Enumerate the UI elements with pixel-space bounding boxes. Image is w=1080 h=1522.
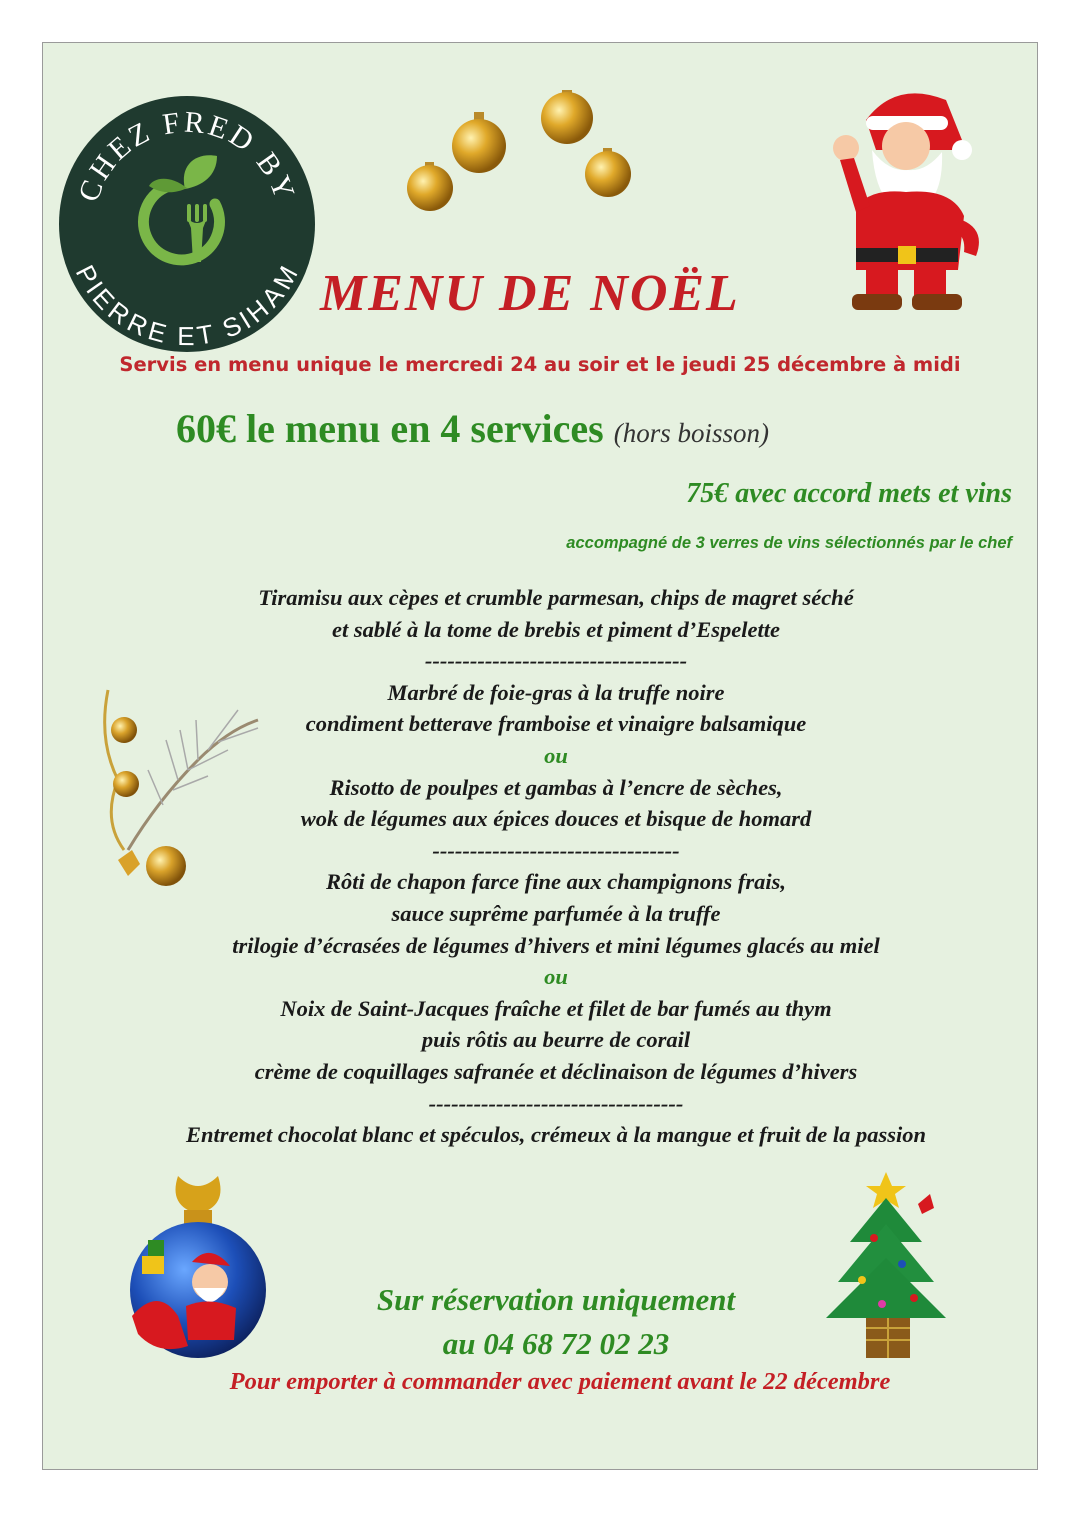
price-main xyxy=(176,405,769,452)
menu-dish-line: crème de coquillages safranée et déclinaison de légumes d’hivers xyxy=(254,1058,858,1084)
menu-dish-line: Risotto de poulpes et gambas à l’encre de sèches, xyxy=(329,774,783,800)
gold-baubles-icon xyxy=(400,82,640,222)
menu-dish-line: Marbré de foie-gras à la truffe noire xyxy=(387,679,725,705)
menu-dish-line: Tiramisu aux cèpes et crumble parmesan, chips de magret séché xyxy=(258,585,854,610)
price-wine-pairing: 75€ avec accord mets et vins xyxy=(686,478,1012,509)
logo-bottom-text: PIERRE ET SIHAM xyxy=(69,260,305,352)
menu-dish-line: Entremet chocolat blanc et spéculos, crémeux à la mangue et fruit de la passion xyxy=(186,1122,926,1148)
menu-dish-line: trilogie d’écrasées de légumes d’hivers et mini légumes glacés au miel xyxy=(232,932,880,958)
menu-dish-line: condiment betterave framboise et vinaigre balsamique xyxy=(305,711,807,737)
reservation-phone: au 04 68 72 02 23 xyxy=(442,1326,670,1361)
logo-top-text: CHEZ FRED BY xyxy=(72,105,302,206)
price-main-text: 60€ le menu en 4 services xyxy=(176,406,604,451)
menu-separator: ---------------------------------- xyxy=(428,1090,684,1116)
menu-or: ou xyxy=(544,964,568,990)
menu-dish-line: Noix de Saint-Jacques fraîche et filet de bar fumés au thym xyxy=(280,995,832,1021)
price-main-note: (hors boisson) xyxy=(613,418,769,448)
takeaway-note: Pour emporter à commander avec paiement avant le 22 décembre xyxy=(229,1368,891,1395)
menu-dish-line: sauce suprême parfumée à la truffe xyxy=(391,900,721,926)
service-dates: Servis en menu unique le mercredi 24 au soir et le jeudi 25 décembre à midi xyxy=(119,353,961,376)
menu-separator: --------------------------------- xyxy=(432,837,680,863)
menu-title: MENU DE NOËL xyxy=(320,265,740,322)
menu-list xyxy=(0,582,1080,1151)
wine-pairing-note: accompagné de 3 verres de vins sélectionnés par le chef xyxy=(566,534,1012,552)
menu-separator: ----------------------------------- xyxy=(424,648,688,674)
santa-claus-icon xyxy=(826,80,992,326)
menu-dish-line: et sablé à la tome de brebis et piment d’Espelette xyxy=(331,616,781,642)
menu-dish-line: puis rôtis au beurre de corail xyxy=(421,1027,691,1053)
restaurant-logo xyxy=(57,94,317,354)
menu-or: ou xyxy=(544,742,568,768)
menu-dish-line: Rôti de chapon farce fine aux champignons frais, xyxy=(325,869,787,895)
reservation-line1: Sur réservation uniquement xyxy=(376,1282,736,1317)
menu-dish-line: wok de légumes aux épices douces et bisque de homard xyxy=(300,806,812,832)
